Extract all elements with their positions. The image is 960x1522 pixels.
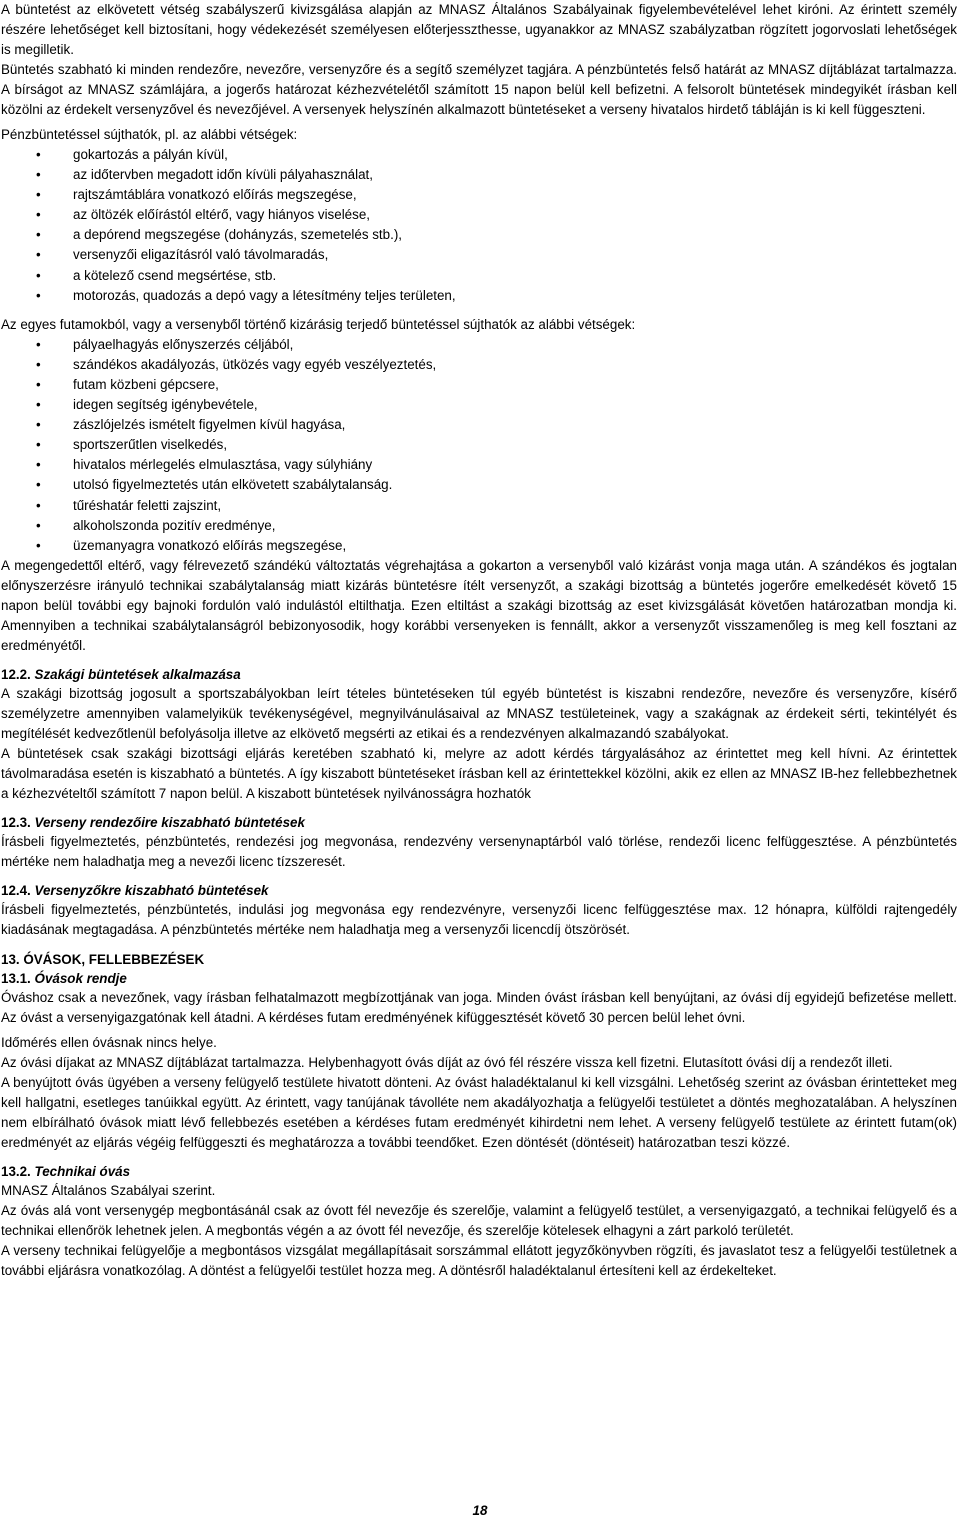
paragraph-disqualification-intro: Az egyes futamokból, vagy a versenyből történő kizárásig terjedő büntetéssel sújthatók az alábbi vétségek: <box>1 316 636 332</box>
bullet-icon: • <box>36 356 41 372</box>
paragraph-general-rules-ref: MNASZ Általános Szabályai szerint. <box>1 1182 216 1198</box>
page-number: 18 <box>472 1503 488 1518</box>
bullet-icon: • <box>36 376 41 392</box>
section-heading-12-2: 12.2. Szakági büntetések alkalmazása <box>1 666 241 682</box>
bullet-icon: • <box>36 417 41 433</box>
section-title: Óvások rendje <box>34 970 127 986</box>
paragraph-protest-fees: Az óvási díjakat az MNASZ díjtáblázat tartalmazza. Helybenhagyott óvás díját az óvó fél részére vissza kell fizetni. Elutasított óvási díj a rendezőt illeti. <box>1 1054 893 1070</box>
disqualification-offence-item <box>1 475 957 495</box>
list-item-text: futam közbeni gépcsere, <box>73 376 219 392</box>
paragraph-technical-irregularity: A megengedettől eltérő, vagy félrevezető szándékú változtatás végrehajtása a gokarton a versenyből való kizárást vonja maga után. A szándékos és jogtalan előnyszerzésre irányuló technikai szabálytalanság miatt kizárás büntetésre ítélt versenyzőt, a szakági bizottság a büntetés jogerőre emelkedését követő 15 napon belül további egy bajnoki fordulón való indulástól eltilthatja. Ezen eltiltást a szakági bizottság az eset kivizsgálását követően határozatban mondja ki. Amennyiben a technikai szabálytalanságról bebizonyosodik, hogy korábbi versenyeken is fennállt, akkor a versenyzőt visszamenőleg is meg kell fosztani az eredményétől. <box>1 557 957 653</box>
section-heading-13-1: 13.1. Óvások rendje <box>1 970 127 986</box>
bullet-icon: • <box>36 537 41 553</box>
bullet-icon: • <box>36 517 41 533</box>
disqualification-offence-item <box>1 496 957 516</box>
paragraph-protest-decision: A benyújtott óvás ügyében a verseny felügyelő testülete hivatott dönteni. Az óvást haladéktalanul ki kell vizsgálni. Lehetőség szerint az óvásban érintetteket meg kell hallgatni, esetleges tanúikkal együtt. Az érintett, vagy tanújának távolléte nem akadályozhatja a felügyelői testületet a döntés meghozatalában. A helyszínen nem elbírálható óvások miatt lévő fellebbezés esetében a kérdéses futam eredményét kihirdetni nem lehet. A verseny felügyelő testülete az érintett futam(ok) eredményét az eljárás végéig felfüggeszti és meghatározza a további teendőket. Ezen döntését (döntéseit) határozatban teszi közzé. <box>1 1074 957 1150</box>
list-item-text: sportszerűtlen viselkedés, <box>73 437 228 453</box>
disqualification-offence-item <box>1 335 957 355</box>
bullet-icon: • <box>36 167 41 183</box>
section-title: Szakági büntetések alkalmazása <box>34 666 241 682</box>
disqualification-offence-item <box>1 455 957 475</box>
list-item-text: zászlójelzés ismételt figyelmen kívül hagyása, <box>73 417 346 433</box>
bullet-icon: • <box>36 147 41 162</box>
bullet-icon: • <box>36 497 41 513</box>
list-item-text: motorozás, quadozás a depó vagy a létesítmény teljes területen, <box>73 287 456 303</box>
paragraph-penalty-hearing: A büntetések csak szakági bizottsági eljárás keretében szabható ki, melyre az adott kérdés tárgyalásához az érintettet meg kell hívni. Az érintettek távolmaradása esetén is kiszabható a büntetés. A így kiszabott büntetéseket írásban kell az érintettekkel közölni, akik ez ellen az MNASZ IB-hez fellebbezhetnek a kézhezvételtől számított 7 napon belül. A kiszabott büntetések nyilvánosságra hozhatók <box>1 745 957 801</box>
list-item-text: a kötelező csend megsértése, stb. <box>73 267 277 283</box>
list-item-text: hivatalos mérlegelés elmulasztása, vagy súlyhiány <box>73 457 373 473</box>
section-heading-12-3: 12.3. Verseny rendezőire kiszabható büntetések <box>1 814 305 830</box>
list-item-text: utolsó figyelmeztetés után elkövetett szabálytalanság. <box>73 477 393 493</box>
fine-offences-list <box>1 145 957 306</box>
section-heading-13-2: 13.2. Technikai óvás <box>1 1163 131 1179</box>
bullet-icon: • <box>36 397 41 413</box>
fine-offence-item <box>1 286 957 306</box>
section-title: Technikai óvás <box>34 1163 131 1179</box>
list-item-text: a depórend megszegése (dohányzás, szemetelés stb.), <box>73 227 402 243</box>
paragraph-timing-protest: Időmérés ellen óvásnak nincs helye. <box>1 1034 217 1050</box>
bullet-icon: • <box>36 267 41 283</box>
bullet-icon: • <box>36 477 41 493</box>
bullet-icon: • <box>36 207 41 223</box>
fine-offence-item <box>1 266 957 286</box>
paragraph-discipline-penalties: A szakági bizottság jogosult a sportszabályokban leírt tételes büntetéseken túl egyéb büntetést is kiszabni rendezőre, nevezőre és versenyzőre, kísérő személyzetre amennyiben valamelyikük tevékenységével, megnyilvánulásaival az MNASZ testületeinek, vagy a szakágnak az érdekeit sérti, tekintélyét és megítélését kedvezőtlenül befolyásolja illetve az elkövető megsérti az etikai és a rendezvényen alkalmazandó szabályokat. <box>1 685 957 741</box>
disqualification-offence-item <box>1 536 957 556</box>
disqualification-offence-item <box>1 395 957 415</box>
list-item-text: az időtervben megadott időn kívüli pályahasználat, <box>73 167 373 183</box>
disqualification-offence-item <box>1 375 957 395</box>
section-title: Verseny rendezőire kiszabható büntetések <box>34 814 305 830</box>
fine-offence-item <box>1 245 957 265</box>
bullet-icon: • <box>36 187 41 203</box>
bullet-icon: • <box>36 287 41 303</box>
disqualification-offences-list <box>1 335 957 556</box>
paragraph-fine-intro: Pénzbüntetéssel sújthatók, pl. az alábbi vétségek: <box>1 127 298 142</box>
page-content <box>1 0 957 1281</box>
list-item-text: szándékos akadályozás, ütközés vagy egyéb veszélyeztetés, <box>73 356 437 372</box>
disqualification-offence-item <box>1 516 957 536</box>
disqualification-offence-item <box>1 355 957 375</box>
paragraph-driver-penalties: Írásbeli figyelmeztetés, pénzbüntetés, indulási jog megvonása egy rendezvényre, versenyzői licenc felfüggesztése max. 12 hónapra, külföldi rajtengedély kiadásának megtagadása. A pénzbüntetés mértéke nem haladhatja meg a versenyzői licencdíj ötszörösét. <box>1 901 957 937</box>
list-item-text: rajtszámtáblára vonatkozó előírás megszegése, <box>73 187 357 203</box>
disqualification-offence-item <box>1 415 957 435</box>
bullet-icon: • <box>36 227 41 243</box>
bullet-icon: • <box>36 247 41 263</box>
paragraph-organiser-penalties: Írásbeli figyelmeztetés, pénzbüntetés, rendezési jog megvonása, rendezvény versenynaptárból való törlése, rendezői licenc felfüggesztése. A pénzbüntetés mértéke nem haladhatja meg a nevezői licenc tízszeresét. <box>1 833 957 869</box>
chapter-heading-13: 13. ÓVÁSOK, FELLEBBEZÉSEK <box>1 951 205 967</box>
disqualification-offence-item <box>1 435 957 455</box>
paragraph-teardown-presence: Az óvás alá vont versenygép megbontásánál csak az óvott fél nevezője és szerelője, valamint a felügyelő testület, a versenyigazgató, a technikai felügyelő és a technikai ellenőrök lehetnek jelen. A megbontás végén a az óvott fél nevezője, és szerelője kötelesek elhagyni a zárt parkoló területét. <box>1 1202 957 1238</box>
list-item-text: gokartozás a pályán kívül, <box>73 147 228 162</box>
paragraph-technical-report: A verseny technikai felügyelője a megbontásos vizsgálat megállapításait sorszámmal ellátott jegyzőkönyvben rögzíti, és javaslatot tesz a felügyelői testületnek a további eljárásra vonatkozólag. A döntést a felügyelői testület hozza meg. A döntésről haladéktalanul értesíteni kell az érdekelteket. <box>1 1242 957 1278</box>
section-title: Versenyzőkre kiszabható büntetések <box>34 882 269 898</box>
list-item-text: alkoholszonda pozitív eredménye, <box>73 517 276 533</box>
fine-offence-item <box>1 225 957 245</box>
bullet-icon: • <box>36 457 41 473</box>
list-item-text: versenyzői eligazításról való távolmaradás, <box>73 247 329 263</box>
list-item-text: az öltözék előírástól eltérő, vagy hiányos viselése, <box>73 207 370 223</box>
fine-offence-item <box>1 165 957 185</box>
paragraph-protest-rules: Óváshoz csak a nevezőnek, vagy írásban felhatalmazott megbízottjának van joga. Minden óvást írásban kell benyújtani, az óvási díj egyidejű befizetése mellett. Az óvást a versenyigazgatónak kell átadni. A kérdéses futam eredményének kifüggesztését követő 30 percen belül lehet óvni. <box>1 989 957 1025</box>
paragraph-penalty-procedure: A büntetést az elkövetett vétség szabályszerű kivizsgálása alapján az MNASZ Általános Szabályainak figyelembevételével lehet kiróni. Az érintett személy részére lehetőséget kell biztosítani, hogy védekezését személyesen előterjesszthesse, ugyanakkor az MNASZ szabályzatban rögzített jogorvoslati lehetőségek is megilletik. <box>1 2 957 57</box>
paragraph-penalty-scope: Büntetés szabható ki minden rendezőre, nevezőre, versenyzőre és a segítő személyzet tagjára. A pénzbüntetés felső határát az MNASZ díjtáblázat tartalmazza. A bírságot az MNASZ számlájára, a jogerős határozat kézhezvételétől számított 15 napon belül kell befizetni. A felsorolt büntetések mindegyikét írásban kell közölni az érdekelt versenyzővel és nevezőjével. A versenyek helyszínén alkalmazott büntetéseket a verseny hivatalos hirdető tábláján is ki kell függeszteni. <box>1 62 957 117</box>
section-heading-12-4: 12.4. Versenyzőkre kiszabható büntetések <box>1 882 269 898</box>
bullet-icon: • <box>36 336 41 352</box>
bullet-icon: • <box>36 437 41 453</box>
list-item-text: tűréshatár feletti zajszint, <box>73 497 222 513</box>
list-item-text: üzemanyagra vonatkozó előírás megszegése, <box>73 537 347 553</box>
fine-offence-item <box>1 205 957 225</box>
list-item-text: idegen segítség igénybevétele, <box>73 397 258 413</box>
fine-offence-item <box>1 185 957 205</box>
list-item-text: pályaelhagyás előnyszerzés céljából, <box>73 336 294 352</box>
fine-offence-item <box>1 145 957 165</box>
